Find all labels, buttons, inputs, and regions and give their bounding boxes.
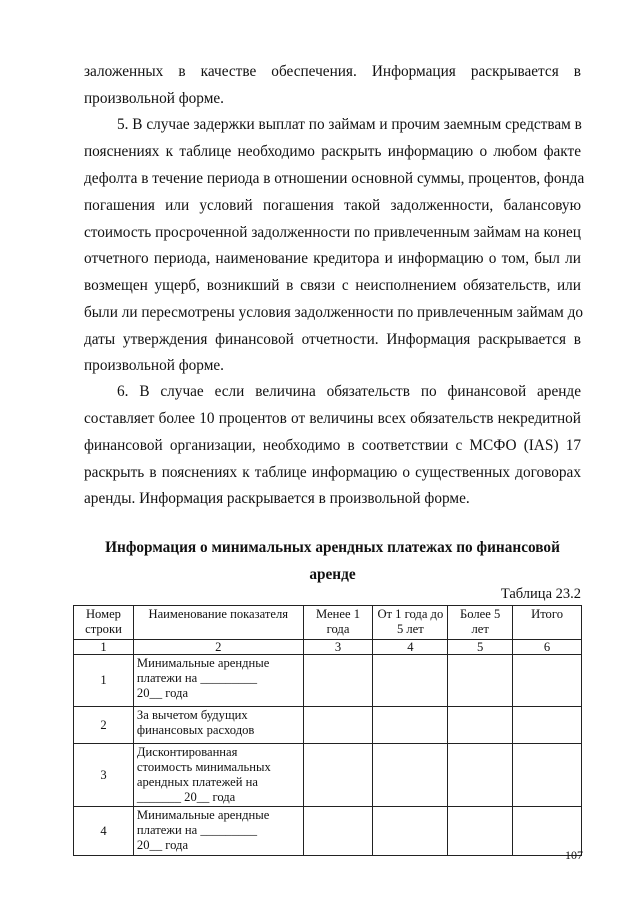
indicator-name-line: финансовых расходов: [136, 723, 255, 737]
text-line: были ли пересмотрены условия задолженности по привлеченным займам до: [84, 304, 584, 321]
column-number-cell: 1: [74, 640, 134, 655]
indicator-name-line: платежи на _________: [136, 823, 258, 837]
table-header-row: [74, 606, 582, 640]
text-line: заложенных в качестве обеспечения. Информация раскрывается в: [84, 63, 581, 80]
indicator-name-cell: [133, 655, 303, 707]
row-number-cell: 3: [74, 744, 134, 807]
text-line: аренды. Информация раскрывается в произвольной форме.: [84, 490, 470, 507]
value-cell: [513, 655, 582, 707]
header-cell: Наименование показателя: [133, 606, 303, 640]
table-row: [74, 807, 582, 856]
indicator-name-cell: [133, 807, 303, 856]
table-heading-line2: аренде: [309, 566, 356, 583]
value-cell: [448, 744, 513, 807]
value-cell: [373, 807, 448, 856]
text-line: даты утверждения финансовой отчетности. Информация раскрывается в: [84, 331, 581, 348]
header-cell: Итого: [513, 606, 582, 640]
header-cell: От 1 года до 5 лет: [373, 606, 448, 640]
header-cell: Номер строки: [74, 606, 134, 640]
value-cell: [448, 707, 513, 744]
value-cell: [303, 744, 373, 807]
header-cell: Более 5 лет: [448, 606, 513, 640]
text-line: составляет более 10 процентов от величины всех обязательств некредитной: [84, 410, 581, 427]
row-number-cell: 4: [74, 807, 134, 856]
indicator-name-line: Минимальные арендные: [136, 808, 270, 822]
indicator-name-line: 20__ года: [136, 686, 189, 700]
text-line: возмещен ущерб, возникший в связи с неисполнением обязательств, или: [84, 277, 581, 294]
text-line: дефолта в течение периода в отношении основной суммы, процентов, фонда: [84, 170, 585, 187]
indicator-name-line: Минимальные арендные: [136, 656, 270, 670]
value-cell: [303, 807, 373, 856]
page-number: 107: [565, 848, 583, 862]
text-line: 6. В случае если величина обязательств по финансовой аренде: [117, 383, 581, 400]
indicator-name-line: _______ 20__ года: [136, 790, 236, 804]
indicator-name-line: платежи на _________: [136, 671, 258, 685]
value-cell: [303, 655, 373, 707]
indicator-name-line: 20__ года: [136, 838, 189, 852]
column-number-cell: 3: [303, 640, 373, 655]
text-line: погашения или условий погашения такой задолженности, балансовую: [84, 197, 581, 214]
text-line: произвольной форме.: [84, 357, 225, 374]
indicator-name-line: За вычетом будущих: [136, 708, 248, 722]
table-row: [74, 707, 582, 744]
indicator-name-cell: [133, 744, 303, 807]
lease-payments-table: [73, 605, 582, 856]
text-line: стоимость просроченной задолженности по привлеченным займам на конец: [84, 224, 581, 241]
value-cell: [513, 707, 582, 744]
row-number-cell: 1: [74, 655, 134, 707]
value-cell: [303, 707, 373, 744]
column-number-cell: 2: [133, 640, 303, 655]
indicator-name-line: Дисконтированная: [136, 745, 238, 759]
text-line: раскрыть в пояснениях к таблице информацию о существенных договорах: [84, 464, 581, 481]
indicator-name-line: стоимость минимальных: [136, 760, 271, 774]
indicator-name-line: арендных платежей на: [136, 775, 258, 789]
column-number-cell: 5: [448, 640, 513, 655]
column-number-cell: 6: [513, 640, 582, 655]
value-cell: [448, 655, 513, 707]
text-line: финансовой организации, необходимо в соответствии с МСФО (IAS) 17: [84, 437, 581, 454]
value-cell: [513, 744, 582, 807]
value-cell: [373, 744, 448, 807]
table-heading-line1: Информация о минимальных арендных платежах по финансовой: [105, 539, 560, 556]
text-line: произвольной форме.: [84, 90, 225, 107]
text-line: 5. В случае задержки выплат по займам и прочим заемным средствам в: [117, 116, 582, 133]
column-number-row: [74, 640, 582, 655]
table-row: [74, 655, 582, 707]
table-row: [74, 744, 582, 807]
text-line: отчетного периода, наименование кредитора и информацию о том, был ли: [84, 250, 581, 267]
header-cell: Менее 1 года: [303, 606, 373, 640]
text-line: пояснениях к таблице необходимо раскрыть информацию о любом факте: [84, 143, 581, 160]
value-cell: [448, 807, 513, 856]
table-label: Таблица 23.2: [500, 586, 581, 602]
value-cell: [373, 655, 448, 707]
indicator-name-cell: [133, 707, 303, 744]
column-number-cell: 4: [373, 640, 448, 655]
value-cell: [373, 707, 448, 744]
row-number-cell: 2: [74, 707, 134, 744]
